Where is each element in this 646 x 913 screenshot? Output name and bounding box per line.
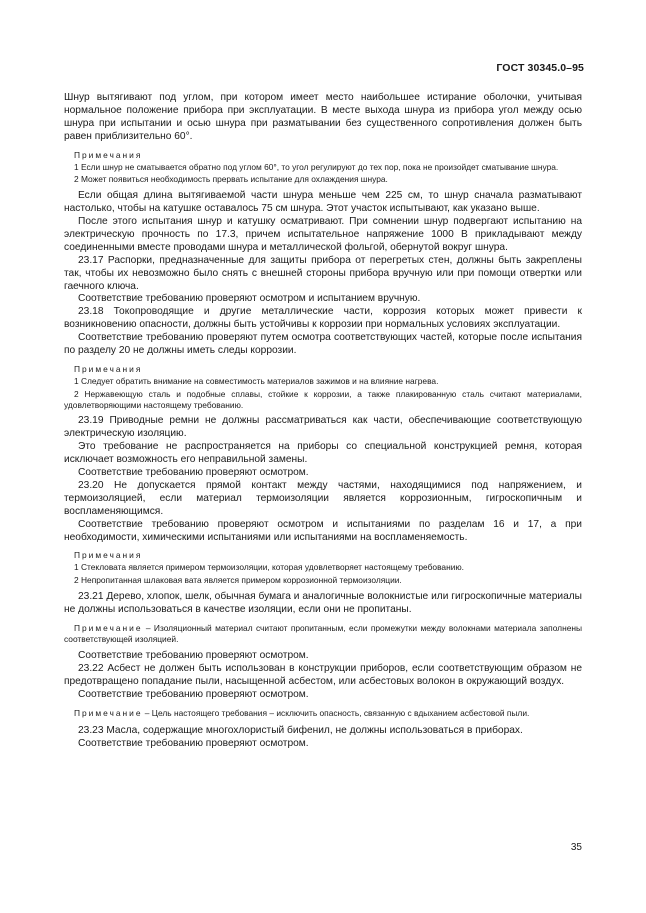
- paragraph: 23.17 Распорки, предназначенные для защиты прибора от перегретых стен, должны быть закреплены так, чтобы их невозможно было снять с внешней стороны прибора вручную или при помощи отвертки или гаечного ключа.: [64, 254, 582, 292]
- notes-block: [64, 550, 582, 586]
- inline-note: [64, 708, 582, 719]
- paragraph: Соответствие требованию проверяют осмотром.: [78, 650, 309, 662]
- paragraph: Соответствие требованию проверяют путем осмотра соответствующих частей, которые после испытания по разделу 20 не должны иметь следы коррозии.: [64, 332, 582, 357]
- notes-title: Примечания: [74, 149, 143, 160]
- page-number: 35: [570, 842, 582, 853]
- notes-title: Примечания: [74, 364, 143, 374]
- paragraph: 23.22 Асбест не должен быть использован в конструкции приборов, если соответствующим образом не предотвращено попадание пыли, насыщенной асбестом, или асбестовых волокон в окружающий воздух.: [64, 663, 582, 688]
- paragraph: 23.18 Токопроводящие и другие металлические части, коррозия которых может привести к возникновению опасности, должны быть устойчивы к коррозии при нормальных условиях эксплуатации.: [64, 306, 582, 331]
- paragraph: Шнур вытягивают под углом, при котором имеет место наибольшее истирание оболочки, учитывая нормальное положение прибора при эксплуатации. В месте выхода шнура из прибора угол между осью шнура при испытании и осью шнура при разматывании без существенного сопротивления должен быть равен приблизительно 60°.: [64, 92, 582, 142]
- note-text: – Цель настоящего требования – исключить опасность, связанную с вдыханием асбестовой пыли.: [142, 708, 530, 719]
- paragraph: 23.21 Дерево, хлопок, шелк, обычная бумага и аналогичные волокнистые или гигроскопичные материалы не должны использоваться в качестве изоляции, если они не пропитаны.: [64, 591, 582, 615]
- note-text: – Изоляционный материал считают пропитанным, если промежутки между волокнами материала заполнены соответствующей изоляцией.: [64, 622, 582, 644]
- paragraph: Соответствие требованию проверяют осмотром и испытанием вручную.: [78, 293, 421, 305]
- note-item: 2 Может появиться необходимость прервать испытание для охлаждения шнура.: [74, 174, 388, 185]
- paragraph: Соответствие требованию проверяют осмотром.: [78, 467, 309, 479]
- notes-block: [64, 364, 582, 410]
- paragraph: 23.23 Масла, содержащие многохлористый бифенил, не должны использоваться в приборах.: [78, 724, 523, 736]
- paragraph: Соответствие требованию проверяют осмотром и испытаниями по разделам 16 и 17, а при необходимости, химическими испытаниями или испытаниями на воспламеняемость.: [64, 518, 582, 543]
- note-item: 2 Непропитанная шлаковая вата является примером коррозионной термоизоляции.: [74, 575, 402, 586]
- paragraph: Соответствие требованию проверяют осмотром.: [78, 737, 309, 749]
- document-body: [64, 92, 582, 751]
- notes-title: Примечания: [74, 550, 143, 561]
- note-label: Примечание: [74, 708, 143, 719]
- paragraph: Соответствие требованию проверяют осмотром.: [78, 689, 309, 701]
- paragraph: Если общая длина вытягиваемой части шнура меньше чем 225 см, то шнур сначала разматывают настолько, чтобы на катушке оставалось 75 см шнура. Этот участок испытывают, как указано выше.: [64, 190, 582, 215]
- inline-note: [64, 623, 582, 645]
- note-label: Примечание: [74, 622, 143, 633]
- paragraph: 23.19 Приводные ремни не должны рассматриваться как части, обеспечивающие соответствующую электрическую изоляцию.: [64, 415, 582, 440]
- note-item: 1 Если шнур не сматывается обратно под углом 60°, то угол регулируют до тех пор, пока не произойдет сматывание шнура.: [74, 161, 559, 172]
- note-item: 1 Следует обратить внимание на совместимость материалов зажимов и на влияние нагрева.: [74, 376, 439, 386]
- paragraph: 23.20 Не допускается прямой контакт между частями, находящимися под напряжением, и термоизоляцией, если материал термоизоляции является коррозионным, гигроскопичным и воспламеняющимся.: [64, 479, 582, 517]
- standard-code-header: ГОСТ 30345.0–95: [496, 62, 584, 74]
- notes-block: [64, 150, 582, 186]
- paragraph: После этого испытания шнур и катушку осматривают. При сомнении шнур подвергают испытанию на электрическую прочность по 17.3, причем испытательное напряжение 1000 В прикладывают между соединенными вместе проводами шнура и металлической фольгой, обернутой вокруг шнура.: [64, 216, 582, 253]
- note-item: 1 Стекловата является примером термоизоляции, которая удовлетворяет настоящему требованию.: [74, 562, 464, 573]
- note-item: 2 Нержавеющую сталь и подобные сплавы, стойкие к коррозии, а также плакированную сталь считают материалами, удовлетворяющими настоящему требованию.: [64, 388, 582, 410]
- paragraph: Это требование не распространяется на приборы со специальной конструкцией ремня, которая исключает возможность его неправильной замены.: [64, 441, 582, 466]
